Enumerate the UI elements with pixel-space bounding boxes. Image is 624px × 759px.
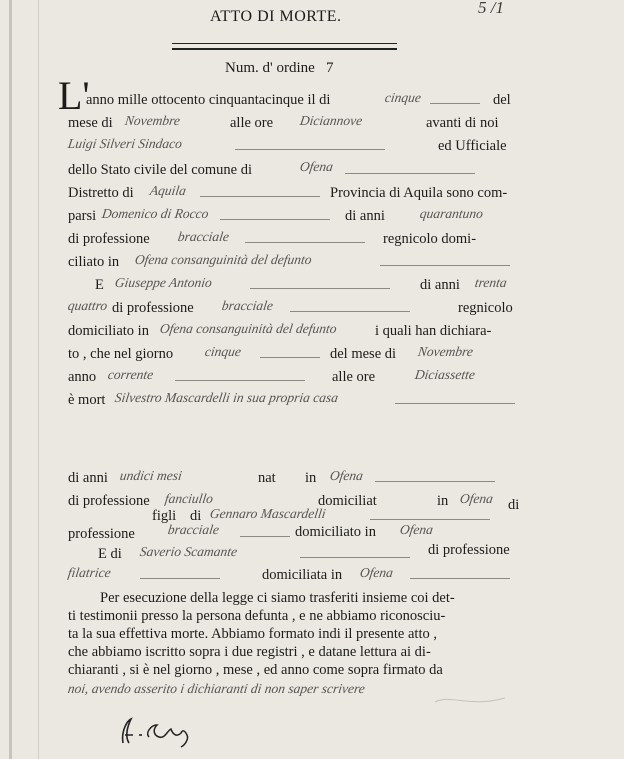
hw-witness2: Giuseppe Antonio — [113, 275, 213, 290]
hw-dom-father: Ofena — [398, 522, 435, 537]
printed-line-8: ciliato in — [68, 254, 120, 270]
printed-line-11a: domiciliato in — [68, 323, 149, 339]
printed-line-15c: in — [305, 470, 317, 486]
hw-mayor: Luigi Silveri Sindaco — [66, 136, 184, 151]
hw-death-hour: Diciassette — [413, 367, 477, 382]
hw-prof2: bracciale — [220, 298, 275, 313]
printed-line-20: domiciliata in — [262, 567, 343, 583]
faint-stamp-mark — [430, 690, 510, 710]
hw-prof-dec: fanciullo — [163, 491, 215, 506]
printed-line-19b: di professione — [428, 542, 510, 558]
hw-closing: noi, avendo asserito i dichiaranti di non saper scrivere — [66, 681, 366, 696]
hw-distretto: Aquila — [148, 183, 188, 198]
printed-line-16c: in — [437, 493, 449, 509]
printed-line-16a: di professione — [68, 493, 150, 509]
hw-father: Gennaro Mascardelli — [208, 506, 327, 521]
printed-line-2b: alle ore — [230, 115, 274, 131]
hw-prof-mother: filatrice — [66, 565, 112, 580]
printed-line-18b: domiciliato in — [295, 524, 376, 540]
printed-line-5b: Provincia di Aquila sono com- — [330, 185, 508, 201]
printed-para-1: Per esecuzione della legge ci siamo trasferiti insieme coi det- — [100, 590, 455, 606]
printed-line-6b: di anni — [345, 208, 385, 224]
printed-line-17a: figli — [152, 508, 177, 524]
printed-line-9a: E — [95, 277, 104, 293]
hw-death-month: Novembre — [416, 344, 475, 359]
printed-para-3: ta la sua effettiva morte. Abbiamo formato indi il presente atto , — [68, 626, 437, 642]
printed-line-15b: nat — [258, 470, 276, 486]
hw-dom-dec: Ofena — [458, 491, 495, 506]
printed-line-14: è mort — [68, 392, 106, 408]
printed-line-10a: di professione — [112, 300, 194, 316]
drop-cap: L' — [58, 73, 90, 118]
hw-dom2: Ofena consanguinità del defunto — [158, 321, 338, 336]
printed-line-12a: to , che nel giorno — [68, 346, 174, 362]
hw-dom-mother: Ofena — [358, 565, 395, 580]
printed-line-7b: regnicolo domi- — [383, 231, 477, 247]
printed-line-16b: domiciliat — [318, 493, 377, 509]
hw-age-dec: undici mesi — [118, 468, 183, 483]
hw-dom1: Ofena consanguinità del defunto — [133, 252, 313, 267]
signature — [115, 713, 200, 749]
hw-age2b: quattro — [66, 298, 109, 313]
printed-line-13b: alle ore — [332, 369, 376, 385]
printed-para-4: che abbiamo iscritto sopra i due registri , e datane lettura ai di- — [68, 644, 431, 660]
order-number — [225, 60, 334, 77]
printed-line-3: ed Ufficiale — [438, 138, 507, 154]
hw-deceased: Silvestro Mascardelli in sua propria casa — [113, 390, 340, 405]
printed-line-18a: professione — [68, 526, 135, 542]
printed-line-12b: del mese di — [330, 346, 397, 362]
printed-line-4: dello Stato civile del comune di — [68, 162, 253, 178]
printed-line-17b: di — [190, 508, 202, 524]
printed-line-7a: di professione — [68, 231, 150, 247]
hw-witness1: Domenico di Rocco — [100, 206, 210, 221]
printed-para-2: ti testimonii presso la persona defunta , e ne abbiamo riconosciu- — [68, 608, 446, 624]
printed-line-2c: avanti di noi — [426, 115, 499, 131]
hw-age2a: trenta — [473, 275, 508, 290]
printed-line-5a: Distretto di — [68, 185, 134, 201]
order-number-label: Num. d' ordine — [225, 60, 315, 76]
hw-day: cinque — [383, 90, 423, 105]
hw-mother: Saverio Scamante — [138, 544, 239, 559]
hw-born: Ofena — [328, 468, 365, 483]
hw-death-day: cinque — [203, 344, 243, 359]
hw-comune: Ofena — [298, 159, 335, 174]
document-title: ATTO DI MORTE. — [210, 8, 342, 25]
printed-line-19a: E di — [98, 546, 122, 562]
hw-age1: quarantuno — [418, 206, 485, 221]
printed-line-17c: di — [508, 497, 520, 513]
binding-crease — [38, 0, 39, 759]
printed-line-13a: anno — [68, 369, 97, 385]
hw-prof1: bracciale — [176, 229, 231, 244]
printed-line-2a: mese di — [68, 115, 113, 131]
printed-line-15a: di anni — [68, 470, 108, 486]
hw-month: Novembre — [123, 113, 182, 128]
printed-line-10b: regnicolo — [458, 300, 513, 316]
page-number: 5 /1 — [478, 0, 504, 17]
printed-line-1: anno mille ottocento cinquantacinque il di — [86, 92, 331, 108]
title-rule — [172, 43, 397, 50]
hw-hour: Diciannove — [298, 113, 364, 128]
printed-line-1-del: del — [493, 92, 511, 108]
order-number-value: 7 — [326, 60, 334, 76]
printed-line-11b: i quali han dichiara- — [375, 323, 492, 339]
hw-prof-father: bracciale — [166, 522, 221, 537]
printed-para-5: chiaranti , si è nel giorno , mese , ed anno come sopra firmato da — [68, 662, 443, 678]
printed-line-6a: parsi — [68, 208, 97, 224]
hw-year: corrente — [106, 367, 155, 382]
printed-line-9b: di anni — [420, 277, 460, 293]
binding-fold — [9, 0, 12, 759]
